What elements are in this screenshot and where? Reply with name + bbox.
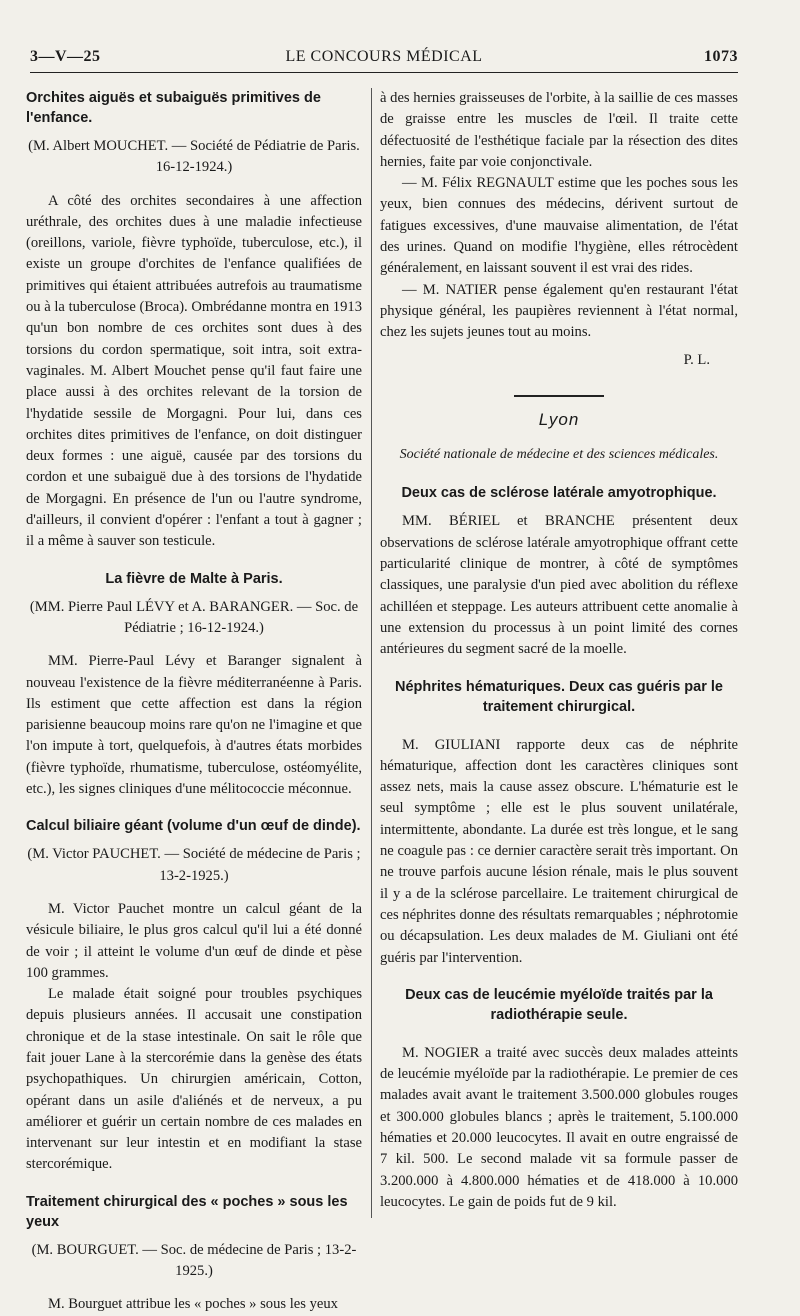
running-header xyxy=(30,44,738,73)
article-paragraph: — M. Félix REGNAULT estime que les poches sous les yeux, bien connues des médecins, dérivent surtout de fatigues excessives, d'une mauvaise alimentation, de l'état des urines. Quand on modifie l'hygiène, elles rétrocèdent généralement, en laissant souvent il est vrai des rides. xyxy=(380,175,738,277)
article-paragraph: M. GIULIANI rapporte deux cas de néphrite hématurique, affection dont les caractères cliniques sont assez nets, mais la cause assez obscure. L'hématurie est le seul symptôme ; elle est le plus souvent unilatérale, intermittente, abondante. La durée est très longue, et le sang ne coagule pas : ce dernier caractère serait très important. On ne trouve parfois aucune lésion rénale, mais le plus souvent il y a de la sclérose parcellaire. Le traitement chirurgical de ces néphrites donne des résultats remarquables ; néphrotomie ou décapsulation. Les deux malades de M. Giuliani ont été guéris par l'intervention. xyxy=(380,736,738,966)
article-reference: (M. BOURGUET. — Soc. de médecine de Paris ; 13-2-1925.) xyxy=(31,1241,357,1280)
article-title: Traitement chirurgical des « poches » sous les yeux xyxy=(26,1193,348,1230)
issue-number: 3—V—25 xyxy=(30,48,101,65)
article-reference: (MM. Pierre Paul LÉVY et A. BARANGER. — Soc. de Pédiatrie ; 16-12-1924.) xyxy=(29,598,359,636)
article-paragraph: M. Victor Pauchet montre un calcul géant de la vésicule biliaire, le plus gros calcul qu'il lui a été donné de voir ; il atteint le volume d'un œuf de dinde et pèse 100 grammes. xyxy=(26,900,362,981)
column-divider xyxy=(371,88,372,1218)
section-divider xyxy=(514,395,604,397)
article-reference: (M. Victor PAUCHET. — Société de médecine de Paris ; 13-2-1925.) xyxy=(27,846,361,884)
article-paragraph: MM. Pierre-Paul Lévy et Baranger signalent à nouveau l'existence de la fièvre méditerranéenne à Paris. Ils estiment que cette affection est dans la région parisienne beaucoup moins rare qu'on ne l'imagine et que l'on impute à tort, quelquefois, à d'autres états morbides (fièvre typhoïde, rhumatisme, tuberculose, ostéomyélite, etc.), les signes cliniques d'une mélitococcie méconnue. xyxy=(26,653,362,798)
article-title: Deux cas de sclérose latérale amyotrophique. xyxy=(401,485,717,502)
article-title: Orchites aiguës et subaiguës primitives de l'enfance. xyxy=(26,90,321,126)
article-title: Néphrites hématuriques. Deux cas guéris par le traitement chirurgical. xyxy=(395,678,723,715)
article-paragraph: M. Bourguet attribue les « poches » sous les yeux xyxy=(48,1296,338,1313)
article-paragraph: Le malade était soigné pour troubles psychiques depuis plusieurs années. Il accusait une constipation chronique et de la stase intestinale. On sait le rôle que fait jouer Lane à la stercorémie dans la genèse des états psychopathiques. Un chirurgien américain, Cotton, opérant dans un asile d'aliénés et de nerveux, a pu améliorer et guérir un certain nombre de ces malades en intervenant sur leur intestin et en modifiant la stase stercorémique. xyxy=(26,986,362,1173)
page-number: 1073 xyxy=(704,48,738,65)
article-title: Deux cas de leucémie myéloïde traités par la radiothérapie seule. xyxy=(405,986,713,1023)
article-paragraph: — M. NATIER pense également qu'en restaurant l'état physique général, les paupières reviennent à l'état normal, chez les sujets jeunes tout au moins. xyxy=(380,281,738,341)
article-reference: (M. Albert MOUCHET. — Société de Pédiatrie de Paris. 16-12-1924.) xyxy=(28,138,360,176)
journal-title: LE CONCOURS MÉDICAL xyxy=(285,48,483,65)
society-name: Société nationale de médecine et des sciences médicales. xyxy=(399,447,719,463)
section-city-heading: Lyon xyxy=(538,409,580,429)
left-column xyxy=(26,88,362,1316)
continued-paragraph: à des hernies graisseuses de l'orbite, à la saillie de ces masses de graisse entre les muscles de l'œil. Il traite cette défectuosité de l'esthétique faciale par la résection des dites hernies, faite par voie conjonctivale. xyxy=(380,90,738,170)
right-column xyxy=(380,88,738,1213)
author-initials: P. L. xyxy=(683,351,710,368)
article-title: Calcul biliaire géant (volume d'un œuf de dinde). xyxy=(26,818,361,835)
article-paragraph: A côté des orchites secondaires à une affection uréthrale, des orchites dues à une maladie infectieuse (oreillons, variole, fièvre typhoïde, tuberculose, etc.), il existe un groupe d'orchites de l'enfance qualifiées de primitives qui étaient attribuées autrefois au traumatisme ou à la tuberculose (Broca). Ombrédanne montra en 1913 qu'un bon nombre de ces orchites sont dues à des torsions du cordon spermatique, soit intra, soit extra-vaginales. M. Albert Mouchet pense qu'il faut faire une place aussi à des orchites relevant de la torsion de l'hydatide sessile de Morgagni. Pour lui, dans ces orchites dites primitives de l'enfance, on doit distinguer deux formes : une aiguë, causée par des torsions du cordon et une subaiguë due à des torsions de l'hydatide de Morgagni. En présence de l'un ou l'autre syndrome, d'ailleurs, il convient d'opérer : l'enfant a tout à gagner ; il a même à sauver son testicule. xyxy=(26,192,362,550)
article-paragraph: M. NOGIER a traité avec succès deux malades atteints de leucémie myéloïde par la radiothérapie. Le premier de ces malades avait avant le traitement 3.500.000 globules rouges et 300.000 globules blancs ; après le traitement, 5.100.000 hématies et 20.000 leucocytes. Il avait en outre engraissé de 7 kil. 500. Le second malade vit sa formule passer de 3.200.000 à 4.800.000 hématies et de 418.000 à 10.000 leucocytes. Le gain de poids fut de 9 kil. xyxy=(380,1044,738,1210)
article-title: La fièvre de Malte à Paris. xyxy=(105,570,283,587)
article-paragraph: MM. BÉRIEL et BRANCHE présentent deux observations de sclérose latérale amyotrophique offrant cette particularité clinique de montrer, à côté de symptômes classiques, une paralysie d'un pied avec abolition du réflexe achilléen et steppage. Les auteurs attribuent cette anomalie à une extension du processus à un point limité des cornes antérieures du segment sacré de la moelle. xyxy=(380,513,738,658)
